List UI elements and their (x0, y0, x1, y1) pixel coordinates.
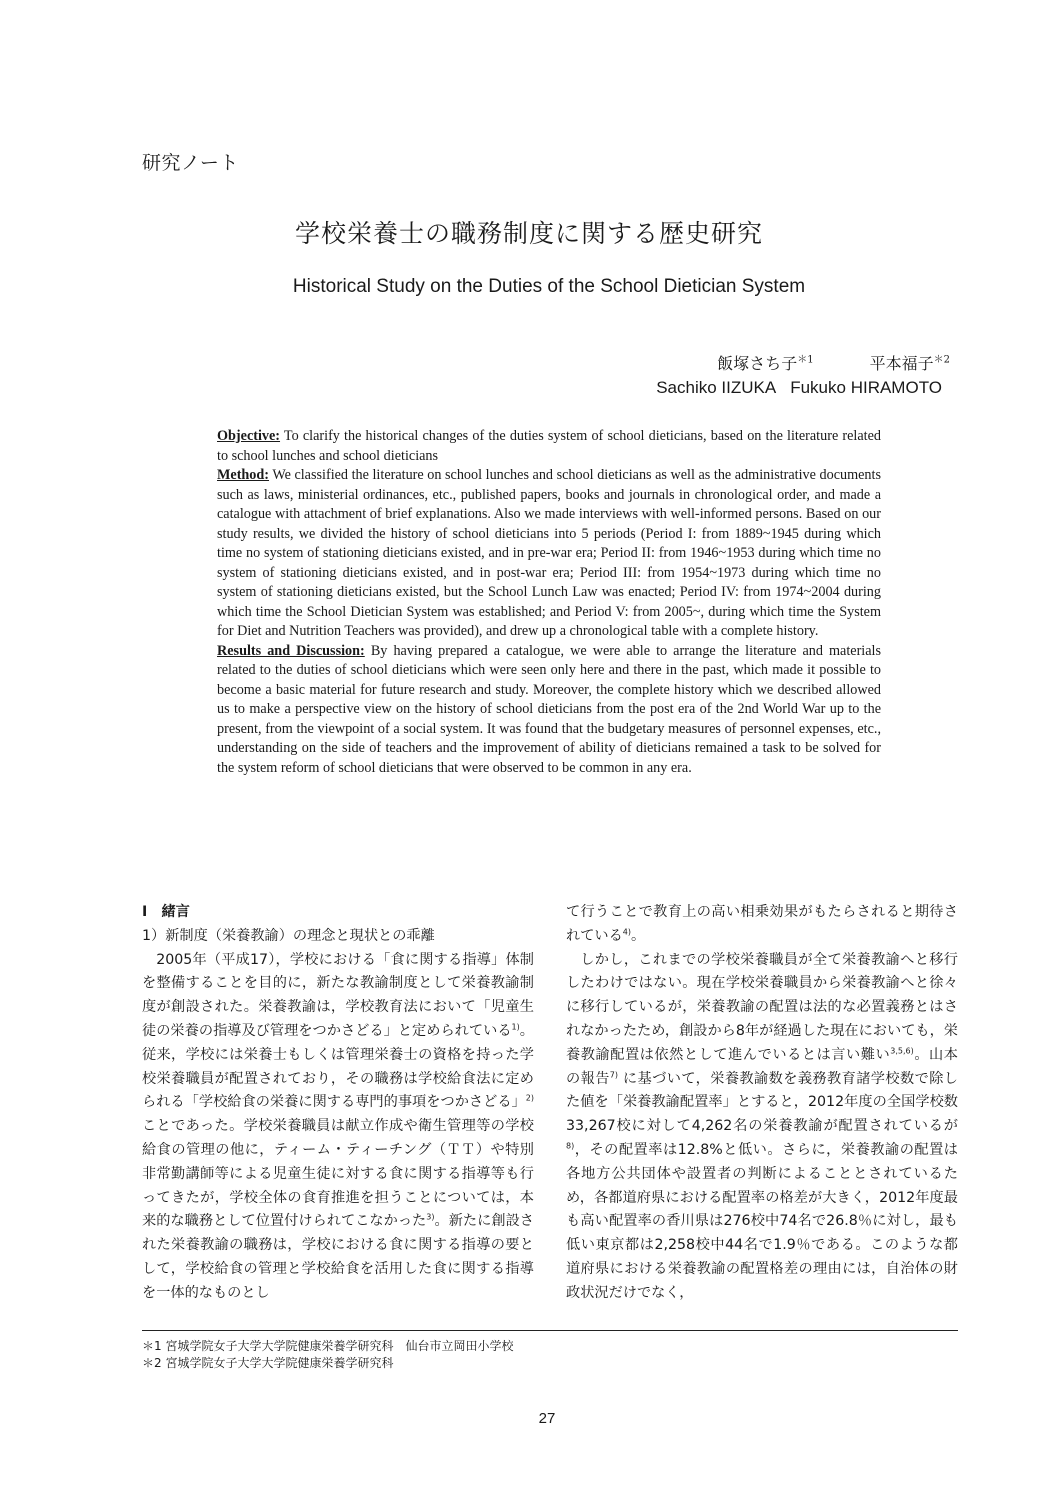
reference-mark: 8) (566, 1141, 575, 1151)
text-run: 。山本の報告 (566, 1046, 958, 1087)
method-label: Method: (217, 467, 270, 483)
authors-english (0, 378, 942, 398)
text-run: て行うことで教育上の高い相乗効果がもたらされると期待されている (566, 904, 958, 944)
author2-mark: ＊2 (933, 354, 950, 366)
footnote-divider (142, 1330, 958, 1331)
author2-name-en: Fukuko HIRAMOTO (790, 378, 942, 397)
section-label: 研究ノート (142, 152, 239, 174)
objective-label: Objective: (217, 428, 281, 444)
reference-mark: 3) (426, 1212, 435, 1222)
subsection-heading: 1）新制度（栄養教諭）の理念と現状との乖離 (142, 927, 435, 944)
reference-mark: 7) (609, 1069, 619, 1079)
author1-mark: ＊1 (797, 354, 814, 366)
body-column-left (142, 901, 534, 1306)
reference-mark: 1) (511, 1022, 520, 1032)
footnotes (142, 1338, 513, 1371)
abstract-objective (217, 427, 881, 466)
section-heading: Ⅰ 緒言 (142, 904, 190, 920)
objective-text: To clarify the historical changes of the duties system of school dieticians, based on the literature related to school lunches and school dieticians (217, 428, 881, 464)
page-number: 27 (538, 1410, 556, 1427)
authors-japanese (0, 351, 950, 374)
author1-name-en: Sachiko IIZUKA (656, 378, 777, 397)
text-run: 。従来，学校には栄養士もしくは管理栄養士の資格を持った学校栄養職員が配置されており，その職務は学校給食法に定められる「学校給食の栄養に関する専門的事項をつかさどる」 (142, 1022, 534, 1111)
method-text: We classified the literature on school lunches and school dieticians as well as the administrative documents such as laws, ministerial ordinances, etc., published papers, books and journals in chronological order, and made a catalogue with attachment of brief explanations. Also we made interviews with well-informed persons. Based on our study results, we divided the history of school dieticians into 5 periods (Period I: from 1889~1945 during which time no system of stationing dieticians existed, and in pre-war era; Period II: from 1946~1953 during which time no system of stationing dieticians existed, and in post-war era; Period III: from 1954~1973 during which time no system of stationing dieticians existed, but the School Lunch Law was enacted; Period IV: from 1974~2004 during which time the School Dietician System was established; and Period V: from 2005~, during which time the System for Diet and Nutrition Teachers was provided), and drew up a chronological table with a complete history. (217, 467, 881, 639)
results-label: Results and Discussion: (217, 642, 365, 659)
body-column-right (566, 901, 958, 1306)
reference-mark: 4) (622, 927, 631, 937)
footnote-2 (142, 1355, 513, 1372)
footnote-text: 宮城学院女子大学大学院健康栄養学研究科 仙台市立岡田小学校 (165, 1339, 514, 1353)
paragraph (566, 901, 958, 949)
text-run: ，その配置率は12.8%と低い。さらに，栄養教諭の配置は各地方公共団体や設置者の判断によることとされているため，各都道府県における配置率の格差が大きく，2012年度最も高い配置率の香川県は276校中74名で26.8％に対し，最も低い東京都は2,258校中44名で1.9％である。このような都道府県における栄養教諭の配置格差の理由には，自治体の財政状況だけでなく， (566, 1141, 958, 1301)
text-run: しかし，これまでの学校栄養職員が全て栄養教諭へと移行したわけではない。現在学校栄養職員から栄養教諭へと徐々に移行しているが，栄養教諭の配置は法的な必置義務とはされなかったため，創設から8年が経過した現在においても，栄養教諭配置は依然として進んでいるとは言い難い (566, 951, 958, 1063)
text-run: ことであった。学校栄養職員は献立作成や衛生管理等の学校給食の管理の他に，ティーム・ティーチング（ＴＴ）や特別非常勤講師等による児童生徒に対する食に関する指導等も行ってきたが，学校全体の食育推進を担うことについては，本来的な職務として位置付けられてこなかった (142, 1118, 534, 1230)
footnote-mark: ＊1 (142, 1339, 162, 1353)
title-japanese: 学校栄養士の職務制度に関する歴史研究 (294, 219, 763, 248)
text-run: 。新たに創設された栄養教諭の職務は，学校における食に関する指導の要として，学校給食の管理と学校給食を活用した食に関する指導を一体的なものとし (142, 1213, 534, 1301)
results-text: By having prepared a catalogue, we were able to arrange the literature and materials related to the duties of school dieticians which were seen only here and there in the past, which made it possible to become a basic material for future research and study. Moreover, the complete history which we described allowed us to make a perspective view on the history of school dieticians from the post era of the 2nd World War up to the present, from the viewpoint of a social system. It was found that the budgetary measures of personnel expenses, etc., understanding on the side of teachers and the improvement of ability of dieticians remained a task to be solved for the system reform of school dieticians that were observed to be common in any era. (217, 642, 881, 776)
footnote-1 (142, 1338, 513, 1355)
abstract-results (217, 642, 881, 779)
paragraph (566, 949, 958, 1306)
paragraph (142, 949, 534, 1306)
title-english: Historical Study on the Duties of the School Dietician System (292, 276, 806, 297)
author2-name-jp: 平本福子 (869, 354, 934, 373)
reference-mark: 3,5,6) (890, 1046, 914, 1056)
abstract (217, 427, 881, 778)
text-run: に基づいて，栄養教諭数を義務教育諸学校数で除した値を「栄養教諭配置率」とすると，2012年度の全国学校数33,267校に対して4,262名の栄養教諭が配置されているが (566, 1070, 958, 1135)
footnote-mark: ＊2 (142, 1355, 162, 1370)
text-run: 2005年（平成17），学校における「食に関する指導」体制を整備することを目的に，新たな教諭制度として栄養教諭制度が創設された。栄養教諭は，学校教育法において「児童生徒の栄養の指導及び管理をつかさどる」と定められている (142, 951, 534, 1039)
text-run: 。 (630, 927, 646, 944)
abstract-method (217, 466, 881, 642)
author1-name-jp: 飯塚さち子 (717, 354, 798, 373)
reference-mark: 2) (525, 1093, 534, 1103)
footnote-text: 宮城学院女子大学大学院健康栄養学研究科 (165, 1355, 394, 1370)
